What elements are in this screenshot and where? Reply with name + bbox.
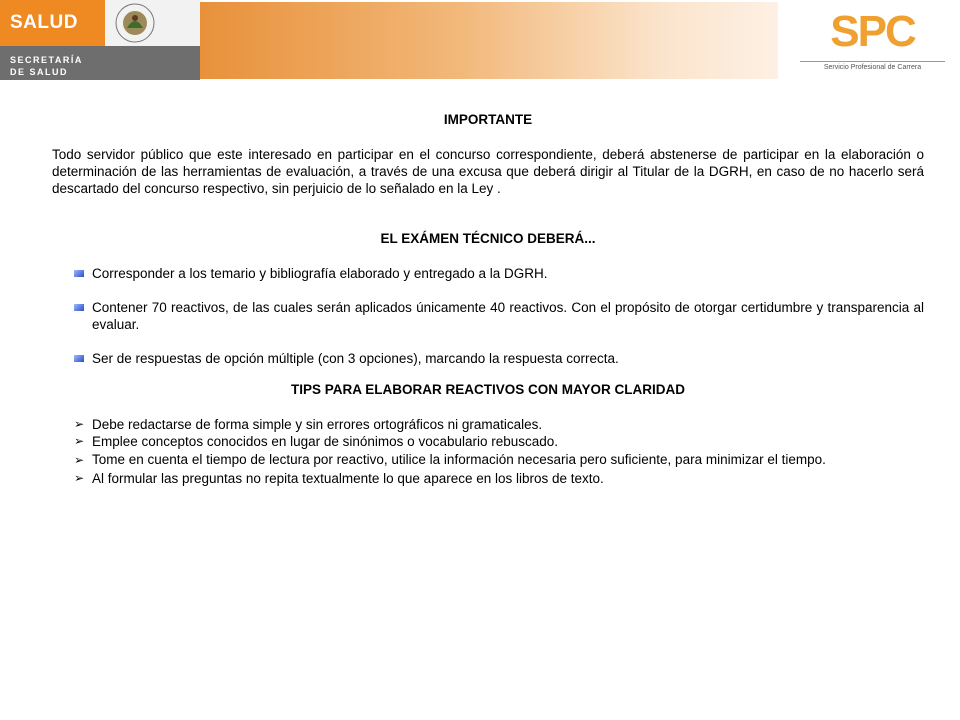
- spc-logo: [800, 6, 945, 76]
- document-body: [52, 112, 924, 487]
- exam-title: EL EXÁMEN TÉCNICO DEBERÁ...: [380, 231, 596, 246]
- arrow-bullet-icon: ➢: [74, 471, 85, 485]
- arrow-bullet-icon: ➢: [74, 434, 85, 448]
- header-band: [200, 2, 778, 79]
- arrow-bullet-icon: ➢: [74, 453, 85, 467]
- salud-wordmark: SALUD: [0, 0, 105, 46]
- list-item: ➢ Emplee conceptos conocidos en lugar de sinónimos o vocabulario rebuscado.: [74, 434, 559, 449]
- list-item: ➢ Al formular las preguntas no repita textualmente lo que aparece en los libros de texto.: [74, 471, 604, 486]
- salud-logo: [0, 0, 200, 80]
- list-item: Corresponder a los temario y bibliografía elaborado y entregado a la DGRH.: [52, 265, 924, 282]
- list-item: ➢ Debe redactarse de forma simple y sin errores ortográficos ni gramaticales.: [74, 417, 543, 432]
- square-bullet-icon: [74, 270, 84, 277]
- important-title: IMPORTANTE: [443, 112, 533, 127]
- list-item: ➢ Tome en cuenta el tiempo de lectura por reactivo, utilice la información necesaria pero suficiente, para minimizar el tiempo.: [52, 450, 924, 470]
- arrow-bullet-icon: ➢: [74, 417, 85, 431]
- exam-list: [52, 265, 924, 367]
- tips-list: [52, 416, 924, 487]
- secretaria-text: SECRETARÍA DE SALUD: [10, 55, 83, 77]
- square-bullet-icon: [74, 304, 84, 311]
- spc-wordmark: SPC: [830, 7, 915, 56]
- important-text: Todo servidor público que este interesado en participar en el concurso correspondiente, deberá abstenerse de participar en la elaboración o determinación de las herramientas de evaluación, a través de una excusa que deberá dirigir al Titular de la DGRH, en caso de no hacerlo será descartado del concurso respectivo, sin perjuicio de lo señalado en la Ley .: [52, 147, 924, 196]
- tips-title: TIPS PARA ELABORAR REACTIVOS CON MAYOR CLARIDAD: [290, 382, 686, 397]
- spc-subtitle: Servicio Profesional de Carrera: [800, 61, 945, 71]
- list-item: Contener 70 reactivos, de las cuales serán aplicados únicamente 40 reactivos. Con el propósito de otorgar certidumbre y transparencia al evaluar.: [52, 299, 924, 333]
- list-item: Ser de respuestas de opción múltiple (con 3 opciones), marcando la respuesta correcta.: [52, 350, 924, 367]
- square-bullet-icon: [74, 355, 84, 362]
- mexico-seal-icon: [105, 0, 200, 46]
